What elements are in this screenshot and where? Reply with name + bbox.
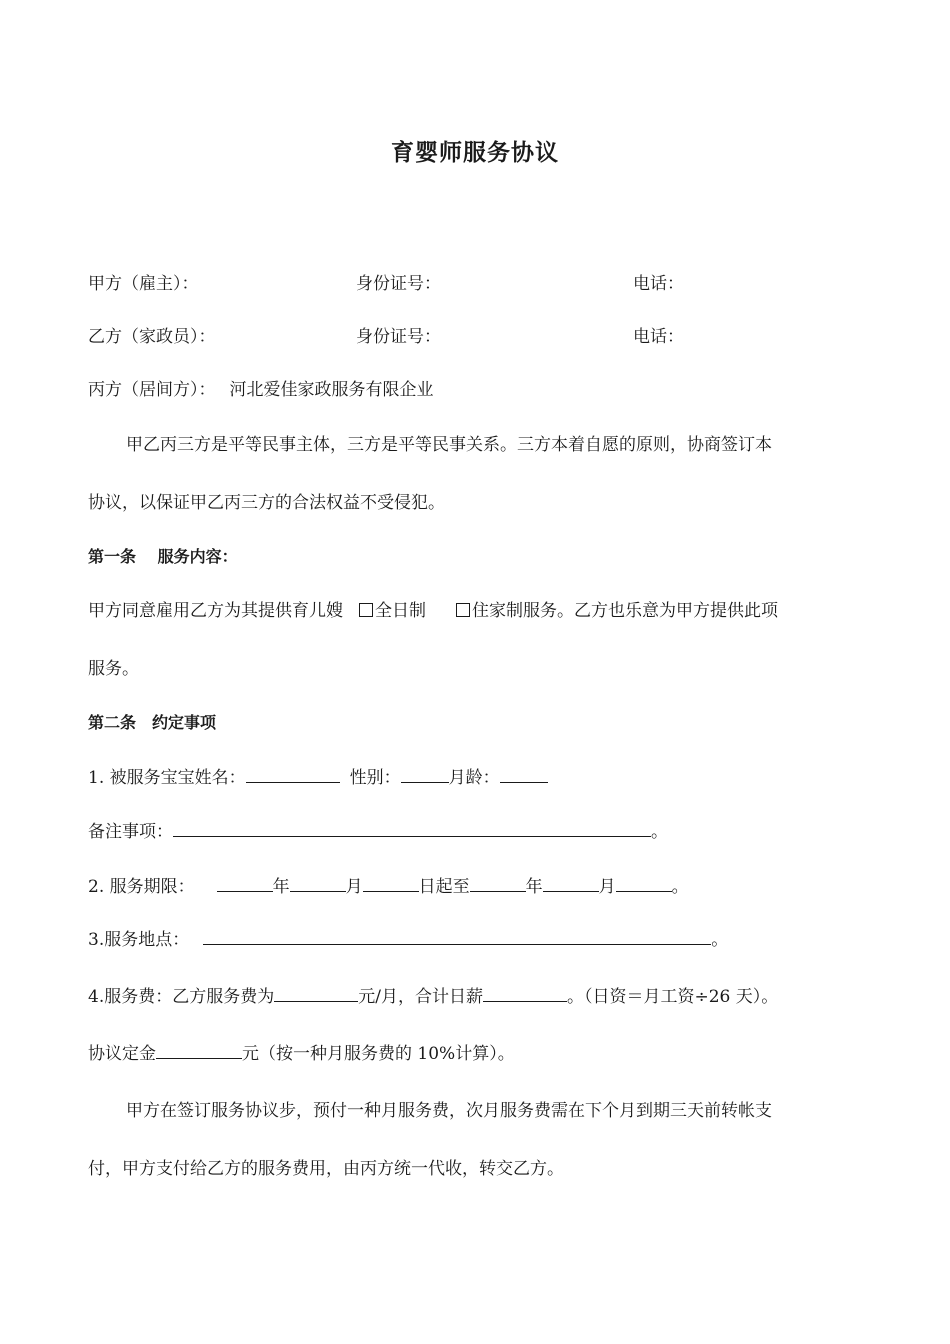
party-c-row [88,377,862,403]
start-month-blank[interactable] [290,873,346,892]
party-a-phone-label: 电话： [633,274,684,294]
from-label: 日起至 [418,877,470,897]
article-1-text [88,598,862,624]
remarks-blank[interactable] [173,818,651,837]
party-b-phone-label: 电话： [633,327,684,347]
deposit-note: 元（按一种月服务费的 10%计算）。 [242,1044,515,1064]
full-time-checkbox[interactable] [359,603,373,617]
item-4-row [88,983,862,1010]
end-day-blank[interactable] [616,873,672,892]
location-period: 。 [711,930,729,950]
party-b-label: 乙方（家政员）： [88,327,216,347]
remarks-period: 。 [651,822,668,842]
start-day-blank[interactable] [363,873,419,892]
deposit-blank[interactable] [156,1040,242,1059]
start-year-label: 年 [272,877,290,897]
deposit-label: 协议定金 [88,1044,156,1064]
service-location-label: 3.服务地点： [88,930,190,950]
party-b-id-label: 身份证号： [356,327,441,347]
monthly-fee-blank[interactable] [274,983,358,1002]
service-period-label: 2. 服务期限： [88,877,195,897]
payment-line-1: 甲方在签订服务协议步，预付一种月服务费，次月服务费需在下个月到期三天前转帐支 [126,1101,772,1121]
daily-wage-note: 。（日资＝月工资÷26 天）。 [566,987,779,1007]
item-3-row [88,926,862,953]
article-1-line-2: 服务。 [88,659,139,679]
start-month-label: 月 [345,877,363,897]
period-end: 。 [671,877,689,897]
remarks-label: 备注事项： [88,822,173,842]
intro-line-1: 甲乙丙三方是平等民事主体，三方是平等民事关系。三方本着自愿的原则，协商签订本 [126,435,772,455]
monthly-fee-unit: 元/月，合计日薪 [358,987,483,1007]
end-year-label: 年 [525,877,543,897]
item-2-row [88,873,862,900]
age-blank[interactable] [500,764,548,783]
party-c-label: 丙方（居间方）： [88,380,216,400]
daily-wage-blank[interactable] [483,983,567,1002]
party-a-label: 甲方（雇主）： [88,274,199,294]
age-label: 月龄： [448,768,500,788]
end-month-label: 月 [598,877,616,897]
full-time-option: 全日制 [375,601,426,621]
article-2-heading: 第二条 约定事项 [88,713,217,732]
document-title: 育婴师服务协议 [391,140,559,166]
party-c-name: 河北爱佳家政服务有限企业 [229,380,434,400]
baby-name-label: 1. 被服务宝宝姓名： [88,768,246,788]
service-location-blank[interactable] [203,926,711,945]
article-1-heading: 第一条 服务内容： [88,547,238,566]
party-a-id-label: 身份证号： [356,274,441,294]
intro-line-2: 协议，以保证甲乙丙三方的合法权益不受侵犯。 [88,493,445,513]
service-fee-label: 4.服务费：乙方服务费为 [88,987,275,1007]
live-in-checkbox[interactable] [456,603,470,617]
item-1-row [88,764,862,791]
gender-label: 性别： [349,768,401,788]
payment-line-2: 付，甲方支付给乙方的服务费用，由丙方统一代收，转交乙方。 [88,1159,564,1179]
baby-name-blank[interactable] [246,764,340,783]
deposit-row [88,1040,862,1067]
end-year-blank[interactable] [470,873,526,892]
end-month-blank[interactable] [543,873,599,892]
gender-blank[interactable] [401,764,449,783]
start-year-blank[interactable] [217,873,273,892]
live-in-option: 住家制服务。乙方也乐意为甲方提供此项 [472,601,778,621]
remarks-row [88,818,862,845]
article-1-text-before: 甲方同意雇用乙方为其提供育儿嫂 [88,601,343,621]
